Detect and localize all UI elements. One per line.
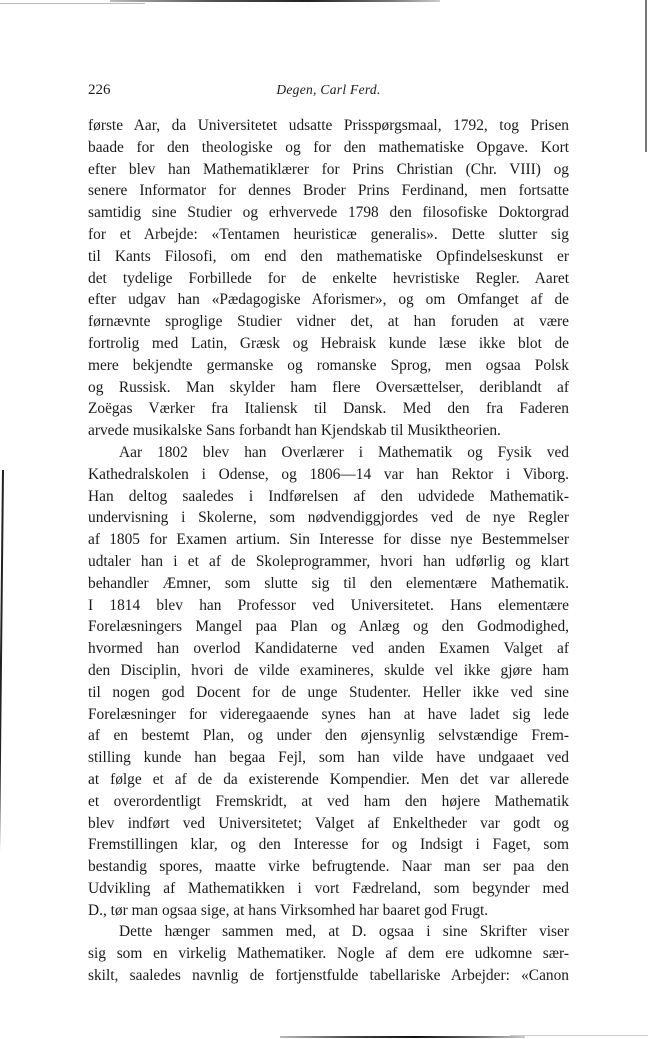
text-line: af 1805 for Examen artium. Sin Interesse for disse nye Bestemmelser bbox=[88, 531, 569, 549]
text-line: baade for den theologiske og for den mathematiske Opgave. Kort bbox=[88, 138, 569, 156]
text-line: førnævnte sproglige Studier vidner det, at han foruden at være bbox=[88, 313, 569, 331]
running-head bbox=[88, 80, 569, 100]
text-line: I 1814 blev han Professor ved Universitetet. Hans elementære bbox=[88, 596, 569, 614]
text-line: senere Informator for dennes Broder Prins Ferdinand, men fortsatte bbox=[88, 182, 569, 200]
text-line: D., tør man ogsaa sige, at hans Virksomhed har baaret god Frugt. bbox=[88, 901, 489, 919]
text-line: første Aar, da Universitetet udsatte Prisspørgsmaal, 1792, tog Prisen bbox=[88, 117, 569, 134]
text-line: samtidig sine Studier og erhvervede 1798 den filosofiske Doktorgrad bbox=[88, 204, 569, 222]
text-line: Kathedralskolen i Odense, og 1806—14 var han Rektor i Viborg. bbox=[88, 465, 569, 483]
paragraph bbox=[88, 115, 569, 442]
text-line: behandler Æmner, som slutte sig til den elementære Mathematik. bbox=[88, 574, 569, 592]
text-line: undervisning i Skolerne, som nødvendiggjordes ved de nye Regler bbox=[88, 509, 569, 527]
text-line: sig som en virkelig Mathematiker. Nogle af dem ere udkomne sær- bbox=[88, 945, 569, 963]
text-line: at følge et af de da existerende Kompendier. Men det var allerede bbox=[88, 770, 569, 788]
text-line: Han deltog saaledes i Indførelsen af den udvidede Mathematik- bbox=[88, 487, 569, 505]
text-line: efter blev han Mathematiklærer for Prins Christian (Chr. VIII) og bbox=[88, 160, 569, 178]
paragraph bbox=[88, 442, 569, 922]
scan-edge-artifact bbox=[0, 3, 145, 4]
text-line: og Russisk. Man skylder ham flere Oversættelser, deriblandt af bbox=[88, 378, 569, 396]
scan-edge-artifact bbox=[110, 0, 440, 2]
text-line: af en bestemt Plan, og under den øjensynlig selvstændige Frem- bbox=[88, 727, 569, 745]
text-line: udtaler han i et af de Skoleprogrammer, hvori han udførlig og klart bbox=[88, 552, 569, 570]
text-line: bestandig spores, maatte virke befrugtende. Naar man ser paa den bbox=[88, 858, 569, 876]
text-line: til nogen god Docent for de unge Studenter. Heller ikke ved sine bbox=[88, 683, 569, 701]
text-line: blev indført ved Universitetet; Valget af Enkeltheder var godt og bbox=[88, 814, 569, 832]
text-line: Dette hænger sammen med, at D. ogsaa i sine Skrifter viser bbox=[119, 923, 569, 941]
text-line: stilling kunde han begaa Fejl, som han vilde have undgaaet ved bbox=[88, 749, 569, 767]
scan-edge-artifact bbox=[645, 0, 647, 152]
text-line: Aar 1802 blev han Overlærer i Mathematik og Fysik ved bbox=[119, 443, 569, 461]
text-line: til Kants Filosofi, om end den mathematiske Opfindelseskunst er bbox=[88, 247, 569, 265]
text-line: Fremstillingen klar, og den Interesse for og Indsigt i Faget, som bbox=[88, 836, 569, 854]
text-line: Zoëgas Værker fra Italiensk til Dansk. Med den fra Faderen bbox=[88, 400, 569, 418]
scan-edge-artifact bbox=[0, 470, 4, 1039]
text-line: mere bekjendte germanske og romanske Sprog, men ogsaa Polsk bbox=[88, 356, 569, 374]
page-number: 226 bbox=[88, 82, 111, 98]
text-line: fortrolig med Latin, Græsk og Hebraisk kunde læse ikke blot de bbox=[88, 334, 569, 352]
text-line: arvede musikalske Sans forbandt han Kjendskab til Musiktheorien. bbox=[88, 422, 501, 440]
text-line: den Disciplin, hvori de vilde examineres, skulde vel ikke gjøre ham bbox=[88, 661, 569, 679]
text-line: Udvikling af Mathematikken i vort Fædreland, som begynder med bbox=[88, 879, 569, 897]
text-line: for et Arbejde: «Tentamen heuristicæ generalis». Dette slutter sig bbox=[88, 225, 569, 243]
text-line: et overordentligt Fremskridt, at ved ham den højere Mathematik bbox=[88, 792, 569, 810]
body-text bbox=[88, 115, 569, 987]
text-line: skilt, saaledes navnlig de fortjenstfulde tabellariske Arbejder: «Canon bbox=[88, 967, 569, 985]
text-line: Forelæsningers Mangel paa Plan og Anlæg og den Godmodighed, bbox=[88, 618, 569, 636]
scan-edge-artifact bbox=[280, 1036, 525, 1038]
text-line: hvormed han overlod Kandidaterne ved anden Examen Valget af bbox=[88, 640, 569, 658]
scan-edge-artifact bbox=[510, 1035, 648, 1036]
running-head-title: Degen, Carl Ferd. bbox=[276, 82, 381, 97]
text-line: Forelæsninger for videregaaende synes han at have ladet sig lede bbox=[88, 705, 569, 723]
paragraph bbox=[88, 921, 569, 986]
text-line: det tydelige Forbillede for de enkelte hevristiske Regler. Aaret bbox=[88, 269, 569, 287]
text-line: efter udgav han «Pædagogiske Aforismer», og om Omfanget af de bbox=[88, 291, 569, 309]
